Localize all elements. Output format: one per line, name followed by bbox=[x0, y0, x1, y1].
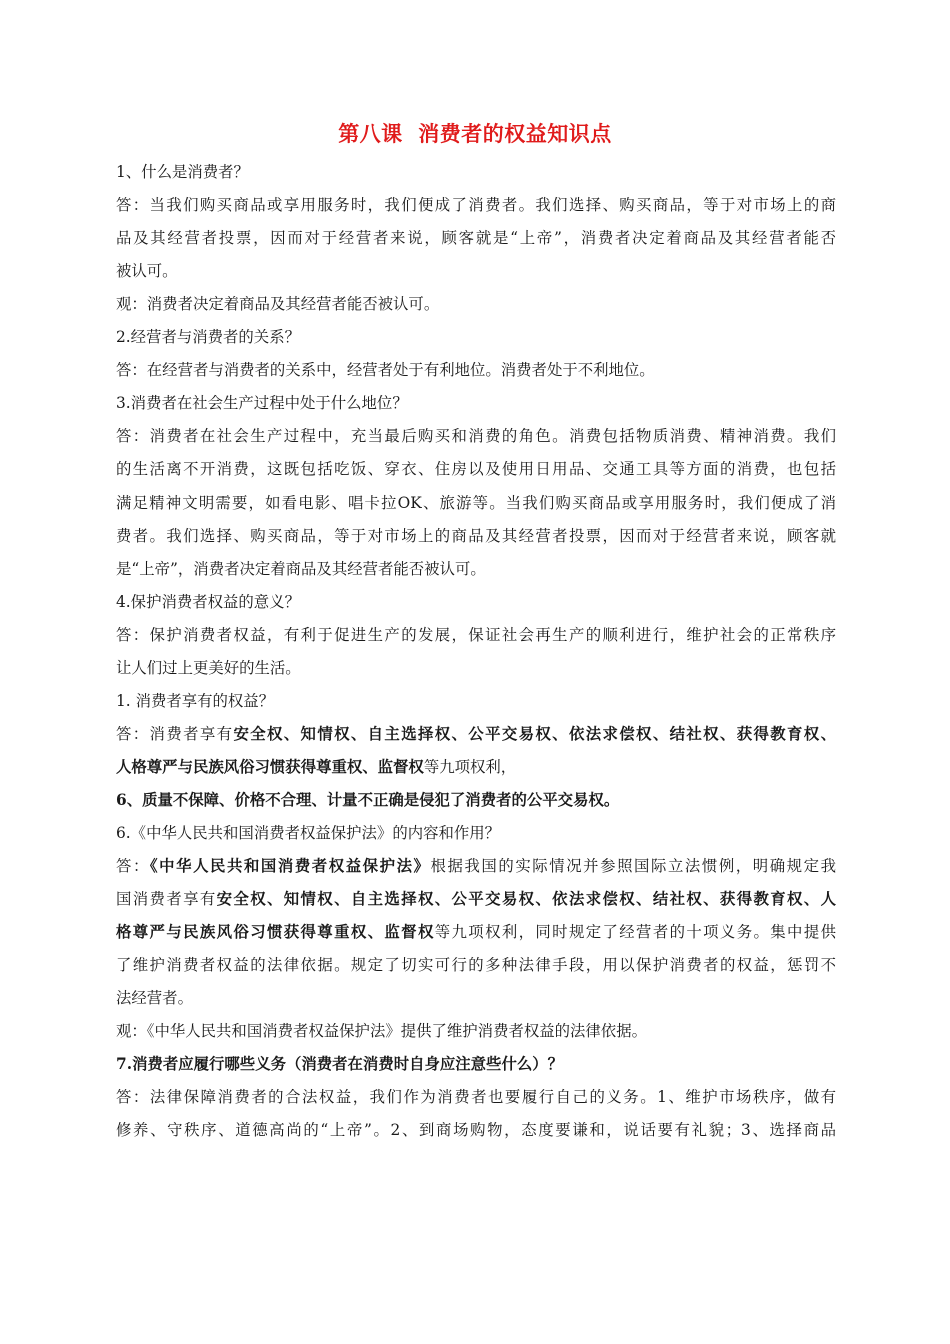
text-line bbox=[116, 722, 836, 746]
text-segment: 2.经营者与消费者的关系？ bbox=[116, 328, 300, 347]
text-line bbox=[116, 160, 836, 184]
text-segment: 修养、守秩序、道德高尚的“上帝”。2、到商场购物，态度要谦和，说话要有礼貌；3、选择商品 bbox=[116, 1121, 836, 1140]
document-title: 第八课 消费者的权益知识点 bbox=[338, 122, 612, 146]
text-line bbox=[116, 1085, 836, 1109]
text-line bbox=[116, 821, 836, 845]
bold-text-segment: 《中华人民共和国消费者权益保护法》 bbox=[149, 857, 431, 876]
text-segment: 6.《中华人民共和国消费者权益保护法》的内容和作用？ bbox=[116, 824, 501, 842]
text-line bbox=[116, 292, 836, 316]
text-segment: 1、什么是消费者？ bbox=[116, 163, 249, 181]
text-line bbox=[116, 226, 836, 250]
bold-text-segment: 6、质量不保障、价格不合理、计量不正确是侵犯了消费者的公平交易权。 bbox=[116, 790, 620, 809]
text-line bbox=[116, 391, 836, 415]
text-segment: 观：消费者决定着商品及其经营者能否被认可。 bbox=[116, 295, 440, 314]
text-segment: 的生活离不开消费，这既包括吃饭、穿衣、住房以及使用日用品、交通工具等方面的消费，也包括 bbox=[116, 460, 836, 479]
text-line bbox=[116, 193, 836, 217]
text-line bbox=[116, 424, 836, 448]
text-line bbox=[116, 590, 836, 614]
text-segment: 答：法律保障消费者的合法权益，我们作为消费者也要履行自己的义务。1、维护市场秩序，做有 bbox=[116, 1088, 836, 1107]
text-segment: 满足精神文明需要，如看电影、唱卡拉OK、旅游等。当我们购买商品或享用服务时，我们便成了消 bbox=[116, 493, 836, 512]
text-line bbox=[116, 1019, 836, 1043]
text-line bbox=[116, 557, 836, 581]
text-line bbox=[116, 755, 836, 779]
bold-text-segment: 格尊严与民族风俗习惯获得尊重权、监督权 bbox=[116, 923, 435, 942]
text-segment: 国消费者享有 bbox=[116, 890, 217, 909]
text-line bbox=[116, 259, 836, 283]
text-segment: 答：消费者在社会生产过程中，充当最后购买和消费的角色。消费包括物质消费、精神消费。我们 bbox=[116, 427, 836, 446]
text-line bbox=[116, 887, 836, 911]
text-segment: 答：当我们购买商品或享用服务时，我们便成了消费者。我们选择、购买商品，等于对市场上的商 bbox=[116, 196, 836, 215]
text-segment: 答： bbox=[116, 857, 150, 876]
text-segment: 让人们过上更美好的生活。 bbox=[116, 658, 301, 677]
text-segment: 4.保护消费者权益的意义？ bbox=[116, 592, 300, 611]
text-segment: 答：在经营者与消费者的关系中，经营者处于有利地位。消费者处于不利地位。 bbox=[116, 361, 655, 380]
bold-text-segment: 人格尊严与民族风俗习惯获得尊重权、监督权 bbox=[116, 757, 424, 776]
text-segment: 法经营者。 bbox=[116, 989, 193, 1008]
text-line bbox=[116, 986, 836, 1010]
text-line bbox=[116, 689, 836, 713]
text-line bbox=[116, 325, 836, 349]
text-segment: 答：保护消费者权益，有利于促进生产的发展，保证社会再生产的顺利进行，维护社会的正常秩序 bbox=[116, 625, 836, 644]
text-segment: 等九项权利， bbox=[423, 757, 517, 776]
text-segment: 3.消费者在社会生产过程中处于什么地位？ bbox=[116, 394, 408, 413]
text-line bbox=[116, 358, 836, 382]
text-line bbox=[116, 1052, 836, 1076]
text-line bbox=[116, 524, 836, 548]
text-line bbox=[116, 623, 836, 647]
text-segment: 等九项权利，同时规定了经营者的十项义务。集中提供 bbox=[434, 923, 836, 942]
bold-text-segment: 7.消费者应履行哪些义务（消费者在消费时自身应注意些什么）？ bbox=[116, 1055, 564, 1074]
text-line bbox=[116, 854, 836, 878]
text-line bbox=[116, 457, 836, 481]
bold-text-segment: 安全权、知情权、自主选择权、公平交易权、依法求偿权、结社权、获得教育权、人 bbox=[216, 890, 836, 909]
text-segment: 费者。我们选择、购买商品，等于对市场上的商品及其经营者投票，因而对于经营者来说，顾客就 bbox=[116, 526, 836, 545]
text-line bbox=[116, 491, 836, 515]
text-segment: 1. 消费者享有的权益？ bbox=[116, 691, 275, 710]
text-segment: 是“上帝”，消费者决定着商品及其经营者能否被认可。 bbox=[116, 559, 486, 578]
text-segment: 品及其经营者投票，因而对于经营者来说，顾客就是“上帝”，消费者决定着商品及其经营者能否 bbox=[116, 229, 836, 248]
text-line bbox=[116, 656, 836, 680]
text-segment: 答：消费者享有 bbox=[116, 724, 234, 743]
text-segment: 根据我国的实际情况并参照国际立法惯例，明确规定我 bbox=[430, 857, 836, 876]
text-segment: 被认可。 bbox=[116, 262, 178, 281]
text-line bbox=[116, 788, 836, 812]
text-line bbox=[116, 953, 836, 977]
text-segment: 了维护消费者权益的法律依据。规定了切实可行的多种法律手段，用以保护消费者的权益，惩罚不 bbox=[116, 956, 836, 975]
text-segment: 观：《中华人民共和国消费者权益保护法》提供了维护消费者权益的法律依据。 bbox=[116, 1022, 647, 1041]
text-line bbox=[116, 1118, 836, 1142]
bold-text-segment: 安全权、知情权、自主选择权、公平交易权、依法求偿权、结社权、获得教育权、 bbox=[233, 724, 836, 743]
text-line bbox=[116, 920, 836, 944]
